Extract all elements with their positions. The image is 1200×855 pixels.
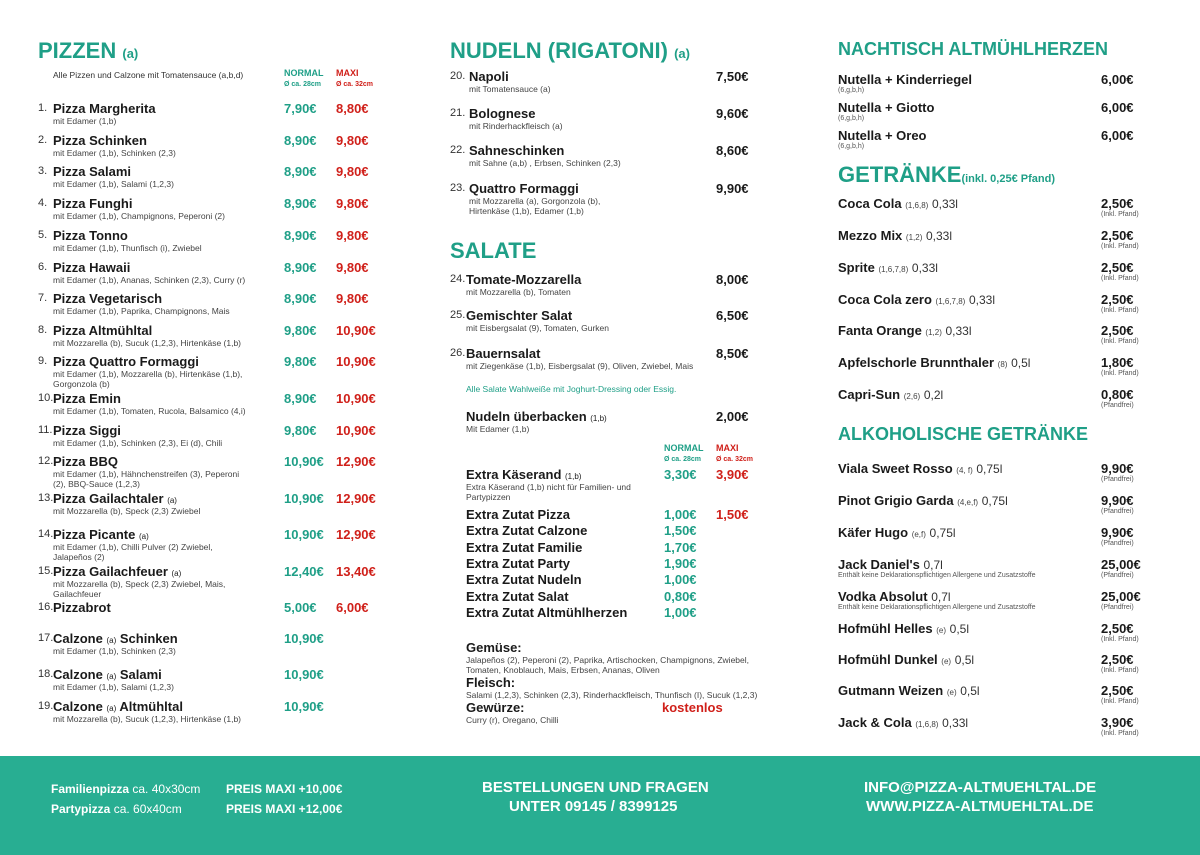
item-code: (e) xyxy=(936,626,947,635)
item-volume: 0,33l xyxy=(945,324,972,338)
item-name xyxy=(53,196,132,211)
item-name xyxy=(53,699,183,714)
item-price: 2,50€ xyxy=(1101,292,1134,307)
item-price: 25,00€ xyxy=(1101,557,1141,572)
item-name xyxy=(53,491,177,506)
pizzen-title: PIZZEN (a) xyxy=(38,38,139,63)
item-volume: 0,33l xyxy=(968,293,995,307)
item-name xyxy=(838,461,1002,476)
extra-item xyxy=(466,540,766,556)
item-ingredients: mit Edamer (1,b), Salami (1,2,3) xyxy=(53,179,174,189)
item-price: 6,00€ xyxy=(1101,128,1134,143)
item-name-text: Pizza Emin xyxy=(53,391,121,406)
price-normal: 12,40€ xyxy=(284,564,324,579)
item-ingredients: mit Edamer (1,b), Schinken (2,3) xyxy=(53,148,176,158)
item-name-text: Pizza Tonno xyxy=(53,228,128,243)
item-name: Tomate-Mozzarella xyxy=(466,272,582,287)
item-ingredients: mit Edamer (1,b), Ananas, Schinken (2,3), Curry (r) xyxy=(53,275,246,285)
item-code: (8) xyxy=(997,360,1008,369)
price-normal: 8,90€ xyxy=(284,228,317,243)
item-price: 8,00€ xyxy=(716,272,749,287)
item-name-text: Pizza Quattro Formaggi xyxy=(53,354,199,369)
item-code: (6,g,b,h) xyxy=(838,143,865,150)
item-ingredients: mit Tomatensauce (a) xyxy=(469,84,551,94)
item-code: (a) xyxy=(106,636,117,645)
item-code: (6,g,b,h) xyxy=(838,87,865,94)
item-volume: 0,5l xyxy=(954,653,975,667)
price-maxi: 9,80€ xyxy=(336,228,369,243)
item-name-text: Pizza Salami xyxy=(53,164,132,179)
item-price: 7,50€ xyxy=(716,69,749,84)
party-label: Partypizza ca. 60x40cm xyxy=(51,802,182,816)
item-name xyxy=(53,564,181,579)
item-ingredients: mit Rinderhackfleisch (a) xyxy=(469,121,563,131)
item-volume: 0,33l xyxy=(911,261,938,275)
item-ingredients: mit Mozzarella (a), Gorgonzola (b), Hirtenkäse (1,b), Edamer (1,b) xyxy=(469,196,601,216)
item-ingredients: mit Edamer (1,b), Schinken (2,3), Ei (d), Chili xyxy=(53,438,223,448)
item-code: (1,2) xyxy=(905,233,923,242)
item-name: Bolognese xyxy=(469,106,536,121)
item-number: 1. xyxy=(38,102,48,114)
item-name xyxy=(838,652,974,667)
item-name-text: Gutmann Weizen xyxy=(838,683,944,698)
item-name xyxy=(53,391,121,406)
item-price: 25,00€ xyxy=(1101,589,1141,604)
bestellung-phone[interactable]: UNTER 09145 / 8399125 xyxy=(509,798,678,815)
deposit-note: (Inkl. Pfand) xyxy=(1101,243,1139,250)
item-volume: 0,33l xyxy=(926,229,953,243)
item-name xyxy=(53,454,118,469)
item-name xyxy=(53,600,111,615)
price-maxi: 8,80€ xyxy=(336,101,369,116)
price-maxi: 12,90€ xyxy=(336,491,376,506)
item-code: (e) xyxy=(946,688,957,697)
party-price: PREIS MAXI +12,00€ xyxy=(226,802,343,816)
item-name-text: Jack Daniel's xyxy=(838,557,920,572)
item-name: Extra Zutat Pizza xyxy=(466,507,571,522)
item-name-text: Altmühltal xyxy=(119,699,183,714)
price-maxi: 10,90€ xyxy=(336,391,376,406)
item-price: 2,50€ xyxy=(1101,260,1134,275)
item-number: 23. xyxy=(450,182,466,194)
deposit-note: (Inkl. Pfand) xyxy=(1101,636,1139,643)
item-name xyxy=(838,715,968,730)
item-name xyxy=(838,525,956,540)
price-normal: 8,90€ xyxy=(284,133,317,148)
item-name xyxy=(53,101,156,116)
item-number: 5. xyxy=(38,229,48,241)
item-price: 2,50€ xyxy=(1101,621,1134,636)
extra-item xyxy=(466,605,766,621)
item-name-text: Pizza Altmühltal xyxy=(53,323,153,338)
ueberbacken-row: Nudeln überbacken (1,b) Mit Edamer (1,b) 2,00€ xyxy=(466,409,749,434)
item-price: 0,80€ xyxy=(1101,387,1134,402)
price-normal: 9,80€ xyxy=(284,354,317,369)
item-price: 3,90€ xyxy=(1101,715,1134,730)
item-name: Gemischter Salat xyxy=(466,308,573,323)
item-name-text: Pizzabrot xyxy=(53,600,111,615)
item-code: (a) xyxy=(167,496,177,505)
item-number: 11. xyxy=(38,424,53,436)
price-maxi: 9,80€ xyxy=(336,133,369,148)
item-volume: 0,5l xyxy=(960,684,980,698)
item-price: 2,50€ xyxy=(1101,228,1134,243)
item-ingredients: mit Eisbergsalat (9), Tomaten, Gurken xyxy=(466,323,609,333)
item-name-text: Pizza BBQ xyxy=(53,454,119,469)
item-name xyxy=(838,557,943,572)
item-name-text: Vodka Absolut xyxy=(838,589,928,604)
deposit-note: (Inkl. Pfand) xyxy=(1101,730,1139,737)
salate-title: SALATE xyxy=(450,238,537,263)
item-name-text: Salami xyxy=(119,667,162,682)
item-name: Nutella + Giotto xyxy=(838,100,935,115)
item-ingredients: mit Edamer (1,b), Mozzarella (b), Hirtenkäse (1,b), Gorgonzola (b) xyxy=(53,369,243,389)
deposit-note: (Pfandfrei) xyxy=(1101,604,1134,611)
item-code: (6,g,b,h) xyxy=(838,115,865,122)
item-code: (e) xyxy=(941,657,952,666)
deposit-note: (Inkl. Pfand) xyxy=(1101,370,1139,377)
price-normal: 1,50€ xyxy=(664,523,697,539)
item-code: (1,6,8) xyxy=(915,720,939,729)
item-name xyxy=(838,196,958,211)
item-name-text: Pizza Gailachfeuer xyxy=(53,564,168,579)
item-name-text: Pizza Vegetarisch xyxy=(53,291,163,306)
item-name-text: Pizza Margherita xyxy=(53,101,156,116)
item-number: 16. xyxy=(38,601,54,613)
item-number: 26. xyxy=(450,347,466,359)
item-volume: 0,5l xyxy=(949,622,970,636)
item-name: Napoli xyxy=(469,69,509,84)
price-normal: 10,90€ xyxy=(284,699,324,714)
item-name: Sahneschinken xyxy=(469,143,565,158)
item-code: (1,6,8) xyxy=(905,201,929,210)
item-volume: 0,33l xyxy=(931,197,958,211)
item-name-text: Fanta Orange xyxy=(838,323,922,338)
item-number: 7. xyxy=(38,292,48,304)
item-ingredients: mit Sahne (a,b) , Erbsen, Schinken (2,3) xyxy=(469,158,621,168)
item-ingredients: mit Edamer (1,b), Tomaten, Rucola, Balsamico (4,i) xyxy=(53,406,246,416)
item-name xyxy=(838,387,943,402)
item-price: 2,50€ xyxy=(1101,196,1134,211)
getraenke-title: GETRÄNKE(inkl. 0,25€ Pfand) xyxy=(838,162,1055,187)
item-name-pre: Calzone xyxy=(53,631,103,646)
item-ingredients: mit Ziegenkäse (1,b), Eisbergsalat (9), Oliven, Zwiebel, Mais xyxy=(466,361,694,371)
item-ingredients: mit Mozzarella (b), Sucuk (1,2,3), Hirtenkäse (1,b) xyxy=(53,714,242,724)
price-normal: 8,90€ xyxy=(284,391,317,406)
item-code: (2,6) xyxy=(903,392,921,401)
item-volume: 0,33l xyxy=(942,716,969,730)
item-name: Nutella + Kinderriegel xyxy=(838,72,973,87)
pizzen-col-maxi: MAXI Ø ca. 32cm xyxy=(336,68,373,88)
item-code: (4,e,f) xyxy=(957,498,979,507)
extras-col-normal: NORMAL Ø ca. 28cm xyxy=(664,443,704,463)
price-normal: 1,90€ xyxy=(664,555,697,571)
item-name: Extra Zutat Salat xyxy=(466,588,569,604)
item-name: Extra Zutat Party xyxy=(466,555,571,571)
item-name-text: Sprite xyxy=(838,260,875,275)
price-maxi: 9,80€ xyxy=(336,164,369,179)
item-ingredients: mit Edamer (1,b), Hähnchenstreifen (3), Peperoni (2), BBQ-Sauce (1,2,3) xyxy=(53,469,240,489)
item-price: 9,90€ xyxy=(1101,461,1134,476)
nachtisch-title: NACHTISCH ALTMÜHLHERZEN xyxy=(838,39,1108,59)
price-normal: 1,00€ xyxy=(664,604,697,620)
item-number: 18. xyxy=(38,668,54,680)
website-link[interactable]: WWW.PIZZA-ALTMUEHLTAL.DE xyxy=(866,798,1094,815)
item-number: 17. xyxy=(38,632,54,644)
item-number: 14. xyxy=(38,528,54,540)
item-code: (1,6,7,8) xyxy=(878,265,909,274)
extra-item xyxy=(466,523,766,539)
pizzen-col-normal: NORMAL Ø ca. 28cm xyxy=(284,68,324,88)
item-name xyxy=(838,292,995,307)
price-normal: 8,90€ xyxy=(284,164,317,179)
kaeserand-row: Extra Käserand (1,b) Extra Käserand (1,b) nicht für Familien- und Partypizzen 3,30€ 3,90€ xyxy=(466,467,749,502)
item-volume: 0,5l xyxy=(1011,356,1031,370)
item-ingredients: mit Edamer (1,b), Thunfisch (i), Zwiebel xyxy=(53,243,202,253)
item-code: (1,6,7,8) xyxy=(935,297,966,306)
price-normal: 9,80€ xyxy=(284,423,317,438)
item-number: 21. xyxy=(450,107,466,119)
item-sub: Enthält keine Deklarationspflichtigen Allergene und Zusatzstoffe xyxy=(838,604,1036,611)
item-name-text: Hofmühl Dunkel xyxy=(838,652,938,667)
item-number: 9. xyxy=(38,355,48,367)
item-price: 9,90€ xyxy=(1101,493,1134,508)
item-name xyxy=(838,355,1030,370)
price-normal: 9,80€ xyxy=(284,323,317,338)
price-maxi: 13,40€ xyxy=(336,564,376,579)
item-number: 3. xyxy=(38,165,48,177)
item-name: Quattro Formaggi xyxy=(469,181,579,196)
item-name xyxy=(53,291,162,306)
deposit-note: (Inkl. Pfand) xyxy=(1101,667,1139,674)
price-normal: 8,90€ xyxy=(284,291,317,306)
item-price: 9,60€ xyxy=(716,106,749,121)
extra-item xyxy=(466,572,766,588)
price-normal: 10,90€ xyxy=(284,491,324,506)
item-ingredients: mit Edamer (1,b), Champignons, Peperoni (2) xyxy=(53,211,225,221)
familie-price: PREIS MAXI +10,00€ xyxy=(226,782,343,796)
price-maxi: 10,90€ xyxy=(336,423,376,438)
item-name: Bauernsalat xyxy=(466,346,541,361)
item-name xyxy=(53,323,152,338)
extra-item xyxy=(466,589,766,605)
item-number: 8. xyxy=(38,324,48,336)
price-maxi: 10,90€ xyxy=(336,323,376,338)
price-normal: 10,90€ xyxy=(284,631,324,646)
item-price: 8,50€ xyxy=(716,346,749,361)
item-name xyxy=(53,133,147,148)
item-number: 6. xyxy=(38,261,48,273)
familie-label: Familienpizza ca. 40x30cm xyxy=(51,782,201,796)
price-maxi: 1,50€ xyxy=(716,507,749,522)
item-name xyxy=(838,589,951,604)
price-normal: 10,90€ xyxy=(284,454,324,469)
item-name-text: Viala Sweet Rosso xyxy=(838,461,953,476)
deposit-note: (Pfandfrei) xyxy=(1101,572,1134,579)
deposit-note: (Pfandfrei) xyxy=(1101,476,1134,483)
item-ingredients: mit Edamer (1,b), Salami (1,2,3) xyxy=(53,682,174,692)
deposit-note: (Inkl. Pfand) xyxy=(1101,338,1139,345)
item-code: (a) xyxy=(171,569,182,578)
deposit-note: (Pfandfrei) xyxy=(1101,402,1134,409)
price-normal: 10,90€ xyxy=(284,527,324,542)
item-name-text: Pizza Hawaii xyxy=(53,260,131,275)
price-normal: 8,90€ xyxy=(284,196,317,211)
item-volume: 0,7l xyxy=(923,558,943,572)
item-ingredients: mit Edamer (1,b) xyxy=(53,116,117,126)
item-name-text: Coca Cola xyxy=(838,196,902,211)
item-name xyxy=(53,164,131,179)
price-normal: 10,90€ xyxy=(284,667,324,682)
item-name-text: Hofmühl Helles xyxy=(838,621,933,636)
price-normal: 8,90€ xyxy=(284,260,317,275)
item-name xyxy=(838,683,980,698)
item-name-text: Pizza Gailachtaler xyxy=(53,491,164,506)
price-normal: 1,00€ xyxy=(664,507,697,522)
item-name xyxy=(53,228,128,243)
item-number: 25. xyxy=(450,309,466,321)
footer-bar xyxy=(0,756,1200,855)
extras-col-maxi: MAXI Ø ca. 32cm xyxy=(716,443,753,463)
item-name-pre: Calzone xyxy=(53,667,103,682)
item-code: (1,2) xyxy=(925,328,942,337)
item-name: Nutella + Oreo xyxy=(838,128,927,143)
item-name xyxy=(53,354,199,369)
extra-item xyxy=(466,507,766,523)
item-number: 12. xyxy=(38,455,54,467)
alkohol-title: ALKOHOLISCHE GETRÄNKE xyxy=(838,424,1089,444)
deposit-note: (Inkl. Pfand) xyxy=(1101,307,1139,314)
item-price: 2,50€ xyxy=(1101,652,1134,667)
item-volume: 0,75l xyxy=(929,526,956,540)
price-normal: 7,90€ xyxy=(284,101,317,116)
item-price: 6,50€ xyxy=(716,308,749,323)
item-number: 4. xyxy=(38,197,48,209)
price-maxi: 9,80€ xyxy=(336,291,369,306)
deposit-note: (Inkl. Pfand) xyxy=(1101,211,1139,218)
item-name-text: Apfelschorle Brunnthaler xyxy=(838,355,995,370)
deposit-note: (Pfandfrei) xyxy=(1101,540,1134,547)
item-name-text: Pizza Schinken xyxy=(53,133,147,148)
item-volume: 0,75l xyxy=(976,462,1003,476)
item-number: 10. xyxy=(38,392,54,404)
zutaten-block: Gemüse: Jalapeños (2), Peperoni (2), Paprika, Artischocken, Champignons, Zwiebel, Tomaten, Knoblauch, Mais, Erbsen, Ananas, Oliven Fleisch: Salami (1,2,3), Schinken (2,3), Rinderhackfleisch, Thunfisch (I), Sucuk (1,2,3) Gewürze: kostenlos Curry (r), Oregano, Chilli xyxy=(466,640,758,725)
price-maxi: 10,90€ xyxy=(336,354,376,369)
item-number: 13. xyxy=(38,492,54,504)
extra-item xyxy=(466,556,766,572)
item-price: 2,50€ xyxy=(1101,683,1134,698)
dressing-note: Alle Salate Wahlweiße mit Joghurt-Dressing oder Essig. xyxy=(466,384,677,394)
item-code: (a) xyxy=(106,672,117,681)
item-name: Extra Zutat Familie xyxy=(466,539,583,555)
item-name: Extra Zutat Altmühlherzen xyxy=(466,604,628,620)
price-maxi: 9,80€ xyxy=(336,260,369,275)
item-name xyxy=(53,260,130,275)
item-number: 22. xyxy=(450,144,466,156)
item-price: 9,90€ xyxy=(716,181,749,196)
item-name-text: Pizza Picante xyxy=(53,527,136,542)
price-normal: 1,00€ xyxy=(664,572,697,588)
item-code: (a) xyxy=(139,532,149,541)
price-normal: 1,70€ xyxy=(664,539,697,555)
item-volume: 0,75l xyxy=(981,494,1008,508)
item-name-text: Capri-Sun xyxy=(838,387,901,402)
item-code: (e,f) xyxy=(911,530,926,539)
item-name-text: Pizza Siggi xyxy=(53,423,121,438)
price-normal: 0,80€ xyxy=(664,588,697,604)
item-sub: Enthält keine Deklarationspflichtigen Allergene und Zusatzstoffe xyxy=(838,572,1036,579)
deposit-note: (Inkl. Pfand) xyxy=(1101,698,1139,705)
item-name-text: Jack & Cola xyxy=(838,715,912,730)
email-link[interactable]: INFO@PIZZA-ALTMUEHLTAL.DE xyxy=(864,779,1097,796)
item-number: 15. xyxy=(38,565,54,577)
item-name-text: Coca Cola zero xyxy=(838,292,932,307)
item-name-text: Pinot Grigio Garda xyxy=(838,493,954,508)
nudeln-title: NUDELN (RIGATONI) (a) xyxy=(450,38,690,63)
item-ingredients: mit Edamer (1,b), Chilli Pulver (2) Zwiebel, Jalapeños (2) xyxy=(53,542,213,562)
bestellung-line-1: BESTELLUNGEN UND FRAGEN xyxy=(482,779,709,796)
item-code: (a) xyxy=(106,704,117,713)
item-volume: 0,7l xyxy=(931,590,951,604)
item-name xyxy=(838,323,972,338)
item-name xyxy=(53,631,178,646)
item-number: 20. xyxy=(450,70,466,82)
item-name-text: Schinken xyxy=(119,631,178,646)
item-ingredients: mit Edamer (1,b), Schinken (2,3) xyxy=(53,646,176,656)
item-price: 1,80€ xyxy=(1101,355,1134,370)
item-ingredients: mit Mozzarella (b), Speck (2,3) Zwiebel xyxy=(53,506,201,516)
price-maxi: 12,90€ xyxy=(336,527,376,542)
item-code: (4, f) xyxy=(956,466,973,475)
price-normal: 5,00€ xyxy=(284,600,317,615)
pizzen-intro: Alle Pizzen und Calzone mit Tomatensauce (a,b,d) xyxy=(53,70,244,80)
item-name: Extra Zutat Nudeln xyxy=(466,572,582,588)
item-name-pre: Calzone xyxy=(53,699,103,714)
item-price: 9,90€ xyxy=(1101,525,1134,540)
item-ingredients: mit Mozzarella (b), Tomaten xyxy=(466,287,571,297)
price-maxi: 12,90€ xyxy=(336,454,376,469)
item-ingredients: mit Mozzarella (b), Speck (2,3) Zwiebel, Mais, Gailachfeuer xyxy=(53,579,226,599)
item-name xyxy=(53,667,162,682)
item-name xyxy=(838,260,938,275)
item-price: 6,00€ xyxy=(1101,100,1134,115)
item-price: 8,60€ xyxy=(716,143,749,158)
item-name xyxy=(53,423,121,438)
deposit-note: (Inkl. Pfand) xyxy=(1101,275,1139,282)
price-maxi: 6,00€ xyxy=(336,600,369,615)
item-ingredients: mit Edamer (1,b), Paprika, Champignons, Mais xyxy=(53,306,230,316)
item-name-text: Mezzo Mix xyxy=(838,228,903,243)
item-name-text: Pizza Funghi xyxy=(53,196,133,211)
item-name-text: Käfer Hugo xyxy=(838,525,909,540)
item-name xyxy=(838,621,969,636)
item-ingredients: mit Mozzarella (b), Sucuk (1,2,3), Hirtenkäse (1,b) xyxy=(53,338,242,348)
item-number: 24. xyxy=(450,273,466,285)
item-name xyxy=(53,527,149,542)
item-price: 6,00€ xyxy=(1101,72,1134,87)
item-number: 2. xyxy=(38,134,48,146)
price-maxi: 9,80€ xyxy=(336,196,369,211)
item-name: Extra Zutat Calzone xyxy=(466,523,588,539)
item-price: 2,50€ xyxy=(1101,323,1134,338)
item-volume: 0,2l xyxy=(923,388,944,402)
item-number: 19. xyxy=(38,700,54,712)
deposit-note: (Pfandfrei) xyxy=(1101,508,1134,515)
item-name xyxy=(838,228,952,243)
item-name xyxy=(838,493,1008,508)
